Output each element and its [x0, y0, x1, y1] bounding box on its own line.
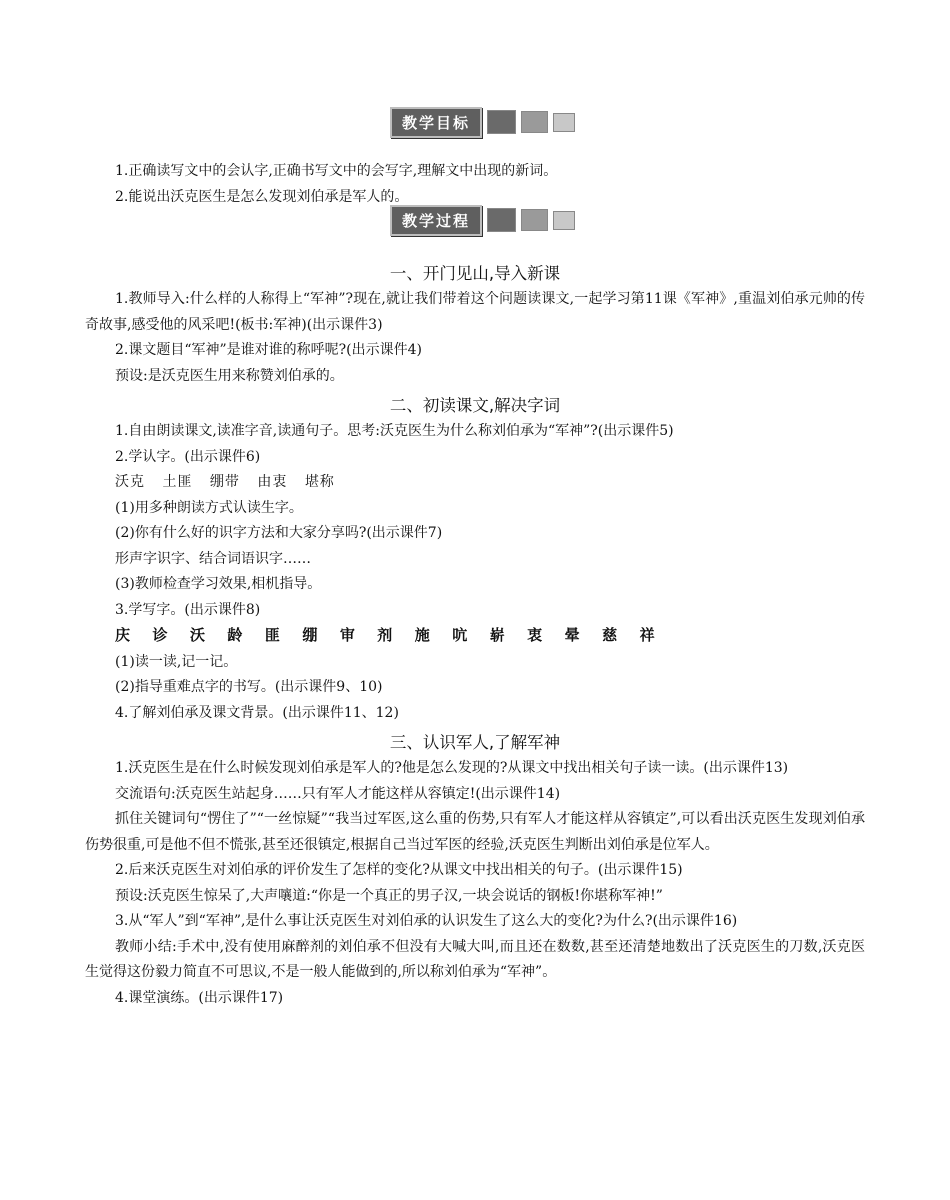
- banner-square-icon: [487, 208, 516, 232]
- paragraph: 1.自由朗读课文,读准字音,读通句子。思考:沃克医生为什么称刘伯承为“军神”?(出示课件5): [115, 423, 674, 439]
- char-item: 崭: [489, 626, 506, 644]
- paragraph: 预设:沃克医生惊呆了,大声嚷道:“你是一个真正的男子汉,一块会说话的钢板!你堪称军神!”: [115, 887, 663, 904]
- char-item: 庆: [115, 626, 132, 644]
- word-item: 堪称: [304, 474, 335, 490]
- char-item: 吭: [452, 626, 469, 644]
- paragraph: 抓住关键词句“愣住了”“一丝惊疑”“我当过军医,这么重的伤势,只有军人才能这样从容镇定”,可以看出沃克医生发现刘伯承伤势很重,可是他不但不慌张,甚至还很镇定,根据自己当过军医的经验,沃克医生判断出刘伯承是位军人。: [85, 811, 865, 853]
- char-item: 晕: [564, 626, 581, 644]
- paragraph: (2)你有什么好的识字方法和大家分享吗?(出示课件7): [115, 525, 443, 541]
- goal-item: 2.能说出沃克医生是怎么发现刘伯承是军人的。: [115, 188, 409, 205]
- goals-banner: [390, 109, 575, 135]
- word-list: [115, 470, 865, 496]
- part1-heading: 一、开门见山,导入新课: [389, 264, 561, 283]
- paragraph: (1)读一读,记一记。: [115, 653, 238, 670]
- paragraph: 4.课堂演练。(出示课件17): [115, 989, 284, 1006]
- part3-heading: 三、认识军人,了解军神: [389, 733, 561, 752]
- char-item: 诊: [152, 626, 169, 644]
- char-item: 衷: [527, 626, 544, 644]
- char-item: 龄: [227, 626, 244, 644]
- process-title: 教学过程: [390, 205, 482, 236]
- word-item: 由衷: [257, 474, 288, 490]
- paragraph: 1.沃克医生是在什么时候发现刘伯承是军人的?他是怎么发现的?从课文中找出相关句子读一读。(出示课件13): [115, 760, 789, 776]
- banner-square-icon: [553, 113, 575, 132]
- char-item: 审: [339, 626, 356, 644]
- goal-item: 1.正确读写文中的会认字,正确书写文中的会写字,理解文中出现的新词。: [115, 163, 558, 179]
- paragraph: (3)教师检查学习效果,相机指导。: [115, 576, 322, 592]
- part2-heading: 二、初读课文,解决字词: [389, 396, 561, 415]
- word-item: 沃克: [115, 474, 145, 490]
- paragraph: 教师小结:手术中,没有使用麻醉剂的刘伯承不但没有大喊大叫,而且还在数数,甚至还清楚地数出了沃克医生的刀数,沃克医生觉得这份毅力简直不可思议,不是一般人能做到的,所以称刘伯承为“军神”。: [85, 938, 865, 980]
- paragraph: 交流语句:沃克医生站起身……只有军人才能这样从容镇定!(出示课件14): [115, 785, 561, 802]
- paragraph: 2.课文题目“军神”是谁对谁的称呼呢?(出示课件4): [115, 342, 423, 358]
- process-banner: [390, 207, 575, 233]
- paragraph: 1.教师导入:什么样的人称得上“军神”?现在,就让我们带着这个问题读课文,一起学习第11课《军神》,重温刘伯承元帅的传奇故事,感受他的风采吧!(板书:军神)(出示课件3): [85, 291, 865, 333]
- char-item: 祥: [639, 626, 656, 644]
- paragraph: 形声字识字、结合词语识字……: [115, 550, 311, 567]
- banner-square-icon: [521, 209, 548, 231]
- char-item: 沃: [189, 626, 206, 644]
- char-item: 剂: [377, 626, 394, 644]
- goals-section: [85, 159, 865, 210]
- paragraph: 2.后来沃克医生对刘伯承的评价发生了怎样的变化?从课文中找出相关的句子。(出示课件15): [115, 862, 683, 878]
- paragraph: 4.了解刘伯承及课文背景。(出示课件11、12): [115, 704, 399, 721]
- paragraph: 2.学认字。(出示课件6): [115, 448, 261, 465]
- paragraph: 3.学写字。(出示课件8): [115, 601, 261, 618]
- char-item: 施: [414, 626, 431, 644]
- process-section: [85, 257, 865, 1011]
- banner-square-icon: [553, 211, 575, 230]
- word-item: 绷带: [209, 474, 240, 490]
- paragraph: (1)用多种朗读方式认读生字。: [115, 499, 303, 516]
- paragraph: (2)指导重难点字的书写。(出示课件9、10): [115, 679, 383, 695]
- char-item: 绷: [302, 626, 319, 644]
- paragraph: 3.从“军人”到“军神”,是什么事让沃克医生对刘伯承的认识发生了这么大的变化?为什么?(出示课件16): [115, 913, 738, 929]
- banner-square-icon: [487, 110, 516, 134]
- goals-title: 教学目标: [390, 107, 482, 138]
- banner-square-icon: [521, 111, 548, 133]
- char-item: 慈: [602, 626, 619, 644]
- char-item: 匪: [264, 626, 281, 644]
- paragraph: 预设:是沃克医生用来称赞刘伯承的。: [115, 367, 344, 384]
- char-list: [115, 623, 865, 650]
- word-item: 土匪: [162, 474, 193, 490]
